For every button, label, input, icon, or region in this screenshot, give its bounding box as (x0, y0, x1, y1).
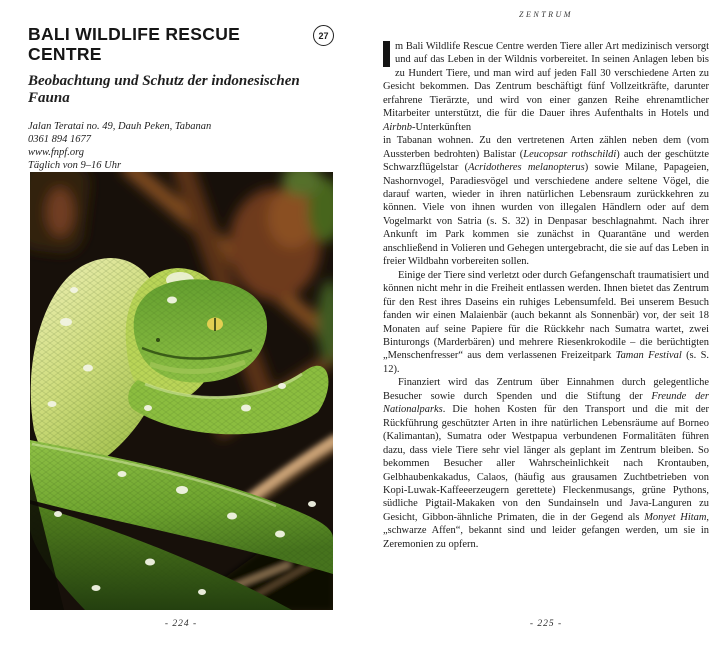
text-run: ) auch der geschützte Schwarzflügelstar ( (383, 148, 710, 174)
address-line: Täglich von 9–16 Uhr (28, 160, 122, 172)
italic-text-run: Freunde der Nationalparks (383, 390, 709, 416)
text-run: . Die hohen Kosten für den Transport und die mit der Rückführung geschützter Arten in ihre natürlichen Lebensräume auf Borneo (Kalimantan), Sumatra oder Westpapua verbundenen Formalitäten führen dazu, dass viele Tiere sehr viel länger als geplant im Zentrum bleiben. So bekommen Besucher aller Wahrscheinlichkeit nach Krontauben, Gelbhaubenkakadus, Calaos, (häufig aus grausamen Zuchtbetrieben von Kopi-Luwak-Kaffeeerzeugern gerettete) Fleckenmusangs, grüne Pythons, südliche Pigtail-Makaken von den Sundainseln und Java-Languren zu Gesicht, Gibbon-ähnliche Primaten, die in der Gegend als (383, 404, 709, 523)
text-run: m Bali Wildlife Rescue Centre werden Tiere aller Art medizinisch versorgt und auf das Leben in der Wildnis vorbereitet. In seinen Anlagen leben bis zu Hundert Tiere, und man wird auf jeden Fall 30 verschiedene Arten zu Gesicht bekommen. Das Zentrum beschäftigt fünf Vollzeitkräfte, darunter erfahrene Tierärzte, und wird von einer ganzen Reihe ehrenamtlicher Mitarbeiter unterstützt, die für die Dauer ihres Aufenthalts in Hotels und (383, 41, 709, 120)
paragraph (383, 269, 709, 377)
wildlife-photo (30, 172, 333, 610)
address-line: www.fnpf.org (28, 147, 85, 159)
paragraph (383, 40, 709, 269)
text-run: ) sowie Milane, Papageien, Nashornvogel, Paradiesvögel und verschiedene andere seltene Vögel, die darauf warten, wieder in ihren natürlichen Lebensraum zurückkehren zu können. Viele von ihnen wurden von illegalen Händlern oder auf dem Vogelmarkt von Satria (s. S. 32) in Denpasar beschlagnahmt. Nach ihrer Ankunft im Park kommen sie zunächst in Quarantäne und werden anschließend in Volieren und Gehegen untergebracht, die sie auf das Leben in freier Wildbahn vorbereiten sollen. (383, 162, 709, 268)
paragraph (383, 376, 709, 551)
italic-text-run: Taman Festival (615, 350, 682, 362)
left-page-header (28, 24, 334, 172)
italic-text-run: Monyet Hitam (644, 511, 707, 523)
snake-photo-illustration (30, 172, 333, 610)
address-line: 0361 894 1677 (28, 134, 91, 146)
page-title: BALI WILDLIFE RESCUE CENTRE (28, 24, 241, 65)
italic-text-run: Airbnb (383, 121, 412, 133)
page-number-right: - 225 - (529, 619, 563, 629)
text-run: , „schwarze Affen“, bekannt sind und leider gefangen werden, um sie in Zeremonien zu opfern. (383, 511, 709, 550)
subtitle: Beobachtung und Schutz der indonesischen Fauna (28, 73, 300, 107)
article-body (383, 40, 709, 551)
drop-cap (383, 41, 390, 67)
address-block (28, 120, 334, 172)
running-head: ZENTRUM (519, 10, 573, 19)
poi-number-badge: 27 (313, 25, 334, 46)
italic-text-run: Leucopsar rothschildi (523, 148, 617, 160)
snake-nostril (156, 338, 160, 342)
text-run: -Unterkünften (412, 121, 472, 133)
text-run: in Tabanan wohnen. Zu den vertretenen Arten zählen neben dem (vom Aussterben bedrohten) Balistar ( (383, 135, 709, 160)
address-line: Jalan Teratai no. 49, Dauh Peken, Tabanan (28, 121, 212, 133)
page-number-left: - 224 - (164, 619, 198, 629)
text-run: Finanziert wird das Zentrum über Einnahmen durch gelegentliche Besucher sowie durch Spenden und die Stiftung der (383, 377, 709, 402)
text-run: Einige der Tiere sind verletzt oder durch Gefangenschaft traumatisiert und können nicht mehr in die Freiheit entlassen werden. Ihnen bietet das Zentrum für den Rest ihres Daseins ein ruhiges Lebensumfeld. Bei unserem Besuch fanden wir einen Malaienbär (auch bekannt als Sonnenbär) vor, der seit 18 Monaten auf seine Papiere für die Rückkehr nach Sumatra wartet, zwei Binturongs (Marderbären) und mehrere Riesenkrokodile – die berüchtigten „Menschenfresser“ aus dem verlassenen Freizeitpark (383, 269, 709, 362)
italic-text-run: Acridotheres melanopterus (468, 162, 585, 174)
text-run: (s. S. 12). (383, 350, 709, 375)
